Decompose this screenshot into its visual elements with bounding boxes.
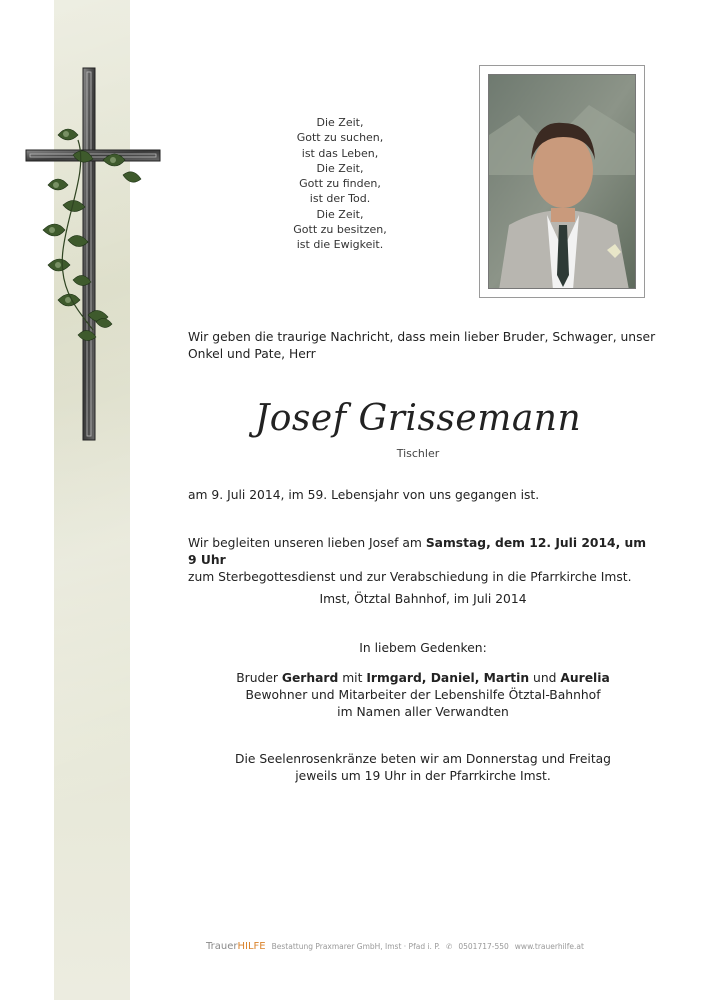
phone-icon: ✆ (446, 941, 453, 951)
poem-line: ist das Leben, (301, 146, 379, 160)
funeral-post: zum Sterbegottesdienst und zur Verabschiedung in die Pfarrkirche Imst. (188, 570, 632, 584)
brand-part: Trauer (206, 940, 238, 952)
mourner-text: und (529, 671, 561, 685)
rosary-line-2: jeweils um 19 Uhr in der Pfarrkirche Imst. (295, 769, 551, 783)
footer (200, 938, 584, 954)
place-date: Imst, Ötztal Bahnhof, im Juli 2014 (319, 592, 527, 606)
poem-line: Die Zeit, (316, 161, 364, 175)
cross-with-ivy-icon (18, 60, 168, 450)
portrait-frame (479, 65, 645, 298)
portrait-icon (489, 75, 636, 289)
mourner-name: Irmgard, Daniel, Martin (366, 671, 530, 685)
mourners-line-1 (188, 670, 658, 687)
footer-web[interactable]: www.trauerhilfe.at (514, 941, 584, 951)
poem-line: Gott zu besitzen, (293, 223, 387, 237)
profession: Tischler (396, 447, 440, 460)
mourners-line-3: im Namen aller Verwandten (337, 705, 509, 719)
funeral-pre: Wir begleiten unseren lieben Josef am (188, 536, 426, 550)
brand-part: HILFE (237, 940, 266, 952)
portrait-photo (488, 74, 636, 289)
footer-phone: 0501717-550 (458, 941, 509, 951)
mourner-name: Gerhard (281, 671, 339, 685)
mourner-text: mit (338, 671, 367, 685)
deceased-name: Josef Grissemann (254, 398, 582, 439)
rosary-line-1: Die Seelenrosenkränze beten wir am Donnerstag und Freitag (235, 752, 611, 766)
poem-line: ist die Ewigkeit. (296, 238, 384, 252)
poem-line: Die Zeit, (316, 207, 364, 221)
memory-heading: In liebem Gedenken: (359, 641, 487, 655)
funeral-info (188, 535, 658, 586)
mourner-text: Bruder (236, 671, 282, 685)
rosary-info (188, 751, 658, 785)
mourners-line-2: Bewohner und Mitarbeiter der Lebenshilfe Ötztal-Bahnhof (245, 688, 601, 702)
intro-text: Wir geben die traurige Nachricht, dass mein lieber Bruder, Schwager, unser Onkel und Pate, Herr (188, 330, 656, 361)
poem-line: ist der Tod. (309, 192, 371, 206)
footer-brand (206, 941, 266, 952)
poem (265, 115, 415, 253)
funeral-date: Samstag, dem 12. Juli 2014, um 9 Uhr (188, 536, 647, 567)
mourner-name: Aurelia (560, 671, 610, 685)
poem-line: Gott zu suchen, (296, 131, 384, 145)
mourners (188, 670, 658, 721)
poem-line: Die Zeit, (316, 116, 364, 129)
poem-line: Gott zu finden, (299, 177, 381, 191)
footer-company: Bestattung Praxmarer GmbH, Imst · Pfad i. P. (271, 941, 441, 951)
death-line: am 9. Juli 2014, im 59. Lebensjahr von uns gegangen ist. (188, 488, 540, 502)
